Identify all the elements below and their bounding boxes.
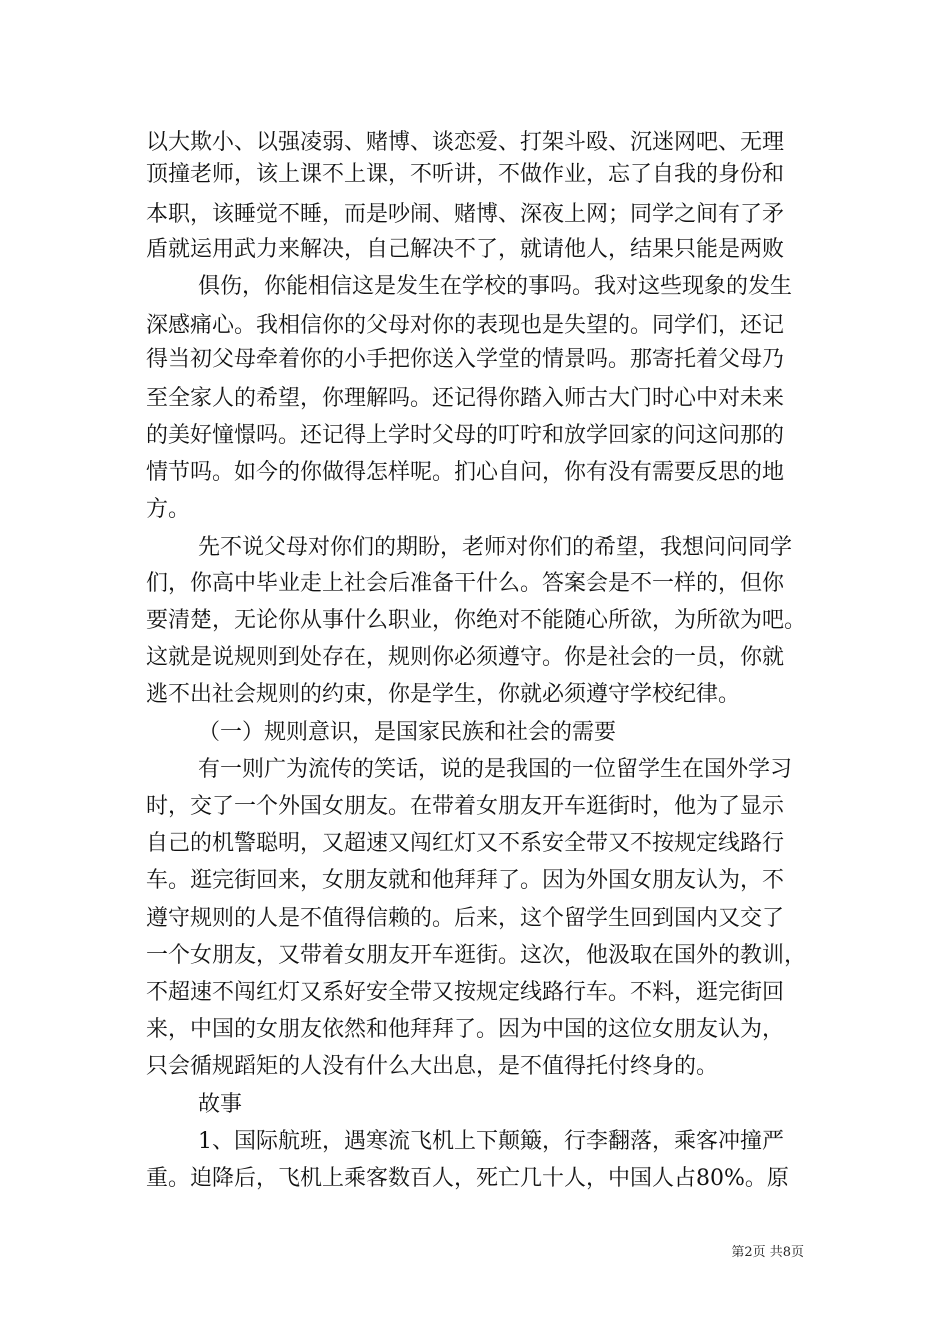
body-line: 的美好憧憬吗。还记得上学时父母的叮咛和放学回家的问这问那的: [146, 423, 785, 448]
section-heading: （一）规则意识，是国家民族和社会的需要: [198, 720, 617, 745]
body-line: 一个女朋友，又带着女朋友开车逛街。这次，他汲取在国外的教训，: [146, 943, 807, 968]
body-line: 不超速不闯红灯又系好安全带又按规定线路行车。不料，逛完街回: [146, 980, 785, 1005]
body-line: 这就是说规则到处存在，规则你必须遵守。你是社会的一员，你就: [146, 645, 785, 670]
body-line: 遵守规则的人是不值得信赖的。后来，这个留学生回到国内又交了: [146, 906, 785, 931]
body-line: 重。迫降后，飞机上乘客数百人，死亡几十人，中国人占80%。原: [146, 1166, 789, 1191]
body-line: 们，你高中毕业走上社会后准备干什么。答案会是不一样的，但你: [146, 571, 785, 596]
body-line: 以大欺小、以强凌弱、赌博、谈恋爱、打架斗殴、沉迷网吧、无理: [146, 130, 785, 155]
body-line: 1、国际航班，遇寒流飞机上下颠簸，行李翻落，乘客冲撞严: [198, 1129, 784, 1154]
body-line: 车。逛完街回来，女朋友就和他拜拜了。因为外国女朋友认为，不: [146, 868, 785, 893]
body-line: 盾就运用武力来解决，自己解决不了，就请他人，结果只能是两败: [146, 237, 785, 262]
body-line: 情节吗。如今的你做得怎样呢。扪心自问，你有没有需要反思的地: [146, 460, 785, 485]
body-line: 要清楚，无论你从事什么职业，你绝对不能随心所欲，为所欲为吧。: [146, 608, 807, 633]
body-line: 逃不出社会规则的约束，你是学生，你就必须遵守学校纪律。: [146, 682, 741, 707]
body-line: 俱伤，你能相信这是发生在学校的事吗。我对这些现象的发生: [198, 274, 793, 299]
body-line: 本职，该睡觉不睡，而是吵闹、赌博、深夜上网；同学之间有了矛: [146, 202, 785, 227]
body-line: 方。: [146, 497, 191, 522]
body-line: 得当初父母牵着你的小手把你送入学堂的情景吗。那寄托着父母乃: [146, 347, 785, 372]
page-number-footer: 第2页 共8页: [731, 1245, 804, 1260]
body-line: 至全家人的希望，你理解吗。还记得你踏入师古大门时心中对未来: [146, 386, 785, 411]
story-heading: 故事: [198, 1092, 243, 1117]
body-line: 来，中国的女朋友依然和他拜拜了。因为中国的这位女朋友认为，: [146, 1017, 785, 1042]
body-line: 自己的机警聪明，又超速又闯红灯又不系安全带又不按规定线路行: [146, 831, 785, 856]
body-line: 顶撞老师，该上课不上课，不听讲，不做作业，忘了自我的身份和: [146, 162, 785, 187]
body-line: 深感痛心。我相信你的父母对你的表现也是失望的。同学们，还记: [146, 313, 785, 338]
body-line: 只会循规蹈矩的人没有什么大出息，是不值得托付终身的。: [146, 1054, 719, 1079]
body-line: 有一则广为流传的笑话，说的是我国的一位留学生在国外学习: [198, 757, 793, 782]
body-line: 时，交了一个外国女朋友。在带着女朋友开车逛街时，他为了显示: [146, 794, 785, 819]
body-line: 先不说父母对你们的期盼，老师对你们的希望，我想问问同学: [198, 535, 793, 560]
